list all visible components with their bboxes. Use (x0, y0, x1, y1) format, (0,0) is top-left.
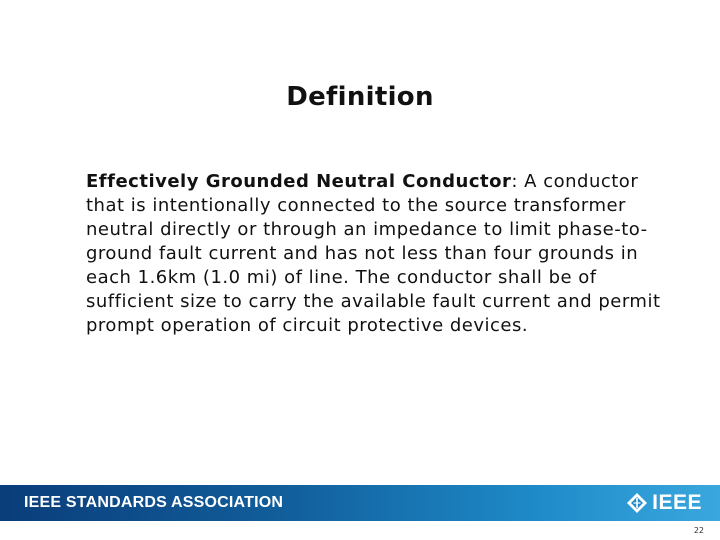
term-suffix: : A (511, 171, 537, 192)
slide-title: Definition (286, 82, 434, 112)
footer-bar (0, 485, 720, 521)
footer-organization: IEEE STANDARDS ASSOCIATION (24, 494, 284, 511)
definition-paragraph (86, 170, 661, 338)
ieee-logo-text: IEEE (652, 491, 702, 514)
ieee-diamond-icon (626, 492, 648, 514)
definition-text: conductor that is intentionally connected to the source transformer neutral directly or through an impedance to limit phase-to-ground fault current and has not less than four grounds in each 1.6km (1.0 mi) of line. The conductor shall be of sufficient size to carry the available fault current and permit prompt operation of circuit protective devices. (86, 171, 661, 336)
defined-term: Effectively Grounded Neutral Conductor (86, 171, 512, 192)
ieee-logo (626, 490, 702, 516)
page-number: 22 (693, 526, 704, 535)
